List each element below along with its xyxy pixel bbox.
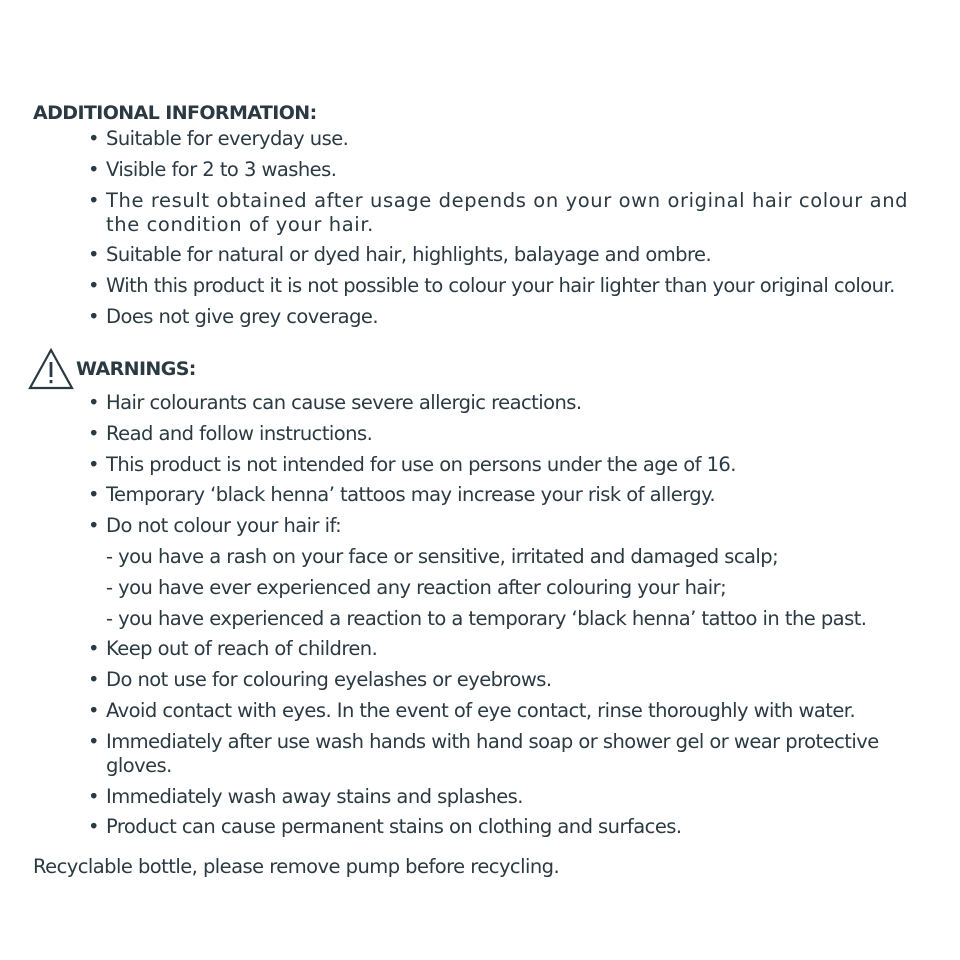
list-subitem: - you have a rash on your face or sensitive, irritated and damaged scalp; bbox=[106, 544, 779, 568]
list-item: • Hair colourants can cause severe allergic reactions. bbox=[88, 391, 943, 415]
list-item: • Do not colour your hair if: bbox=[88, 514, 943, 538]
list-item: • Immediately wash away stains and splashes. bbox=[88, 785, 943, 809]
list-subitem: - you have experienced a reaction to a temporary ‘black henna’ tattoo in the past. bbox=[106, 606, 867, 630]
list-item: • Visible for 2 to 3 washes. bbox=[88, 158, 943, 182]
list-item: • Do not use for colouring eyelashes or eyebrows. bbox=[88, 668, 943, 692]
warnings-list bbox=[33, 391, 943, 839]
list-item: • Temporary ‘black henna’ tattoos may increase your risk of allergy. bbox=[88, 483, 943, 507]
additional-information-heading: ADDITIONAL INFORMATION: bbox=[33, 102, 317, 124]
list-item: • Immediately after use wash hands with hand soap or shower gel or wear protective gloves. bbox=[88, 730, 943, 778]
recycling-note: Recyclable bottle, please remove pump before recycling. bbox=[33, 855, 560, 879]
list-item: • Suitable for everyday use. bbox=[88, 127, 943, 151]
list-item: • Keep out of reach of children. bbox=[88, 637, 943, 661]
list-item: • Read and follow instructions. bbox=[88, 422, 943, 446]
additional-information-list bbox=[33, 127, 943, 329]
warnings-header bbox=[28, 347, 943, 391]
product-info-document bbox=[33, 99, 943, 899]
warning-triangle-icon bbox=[28, 347, 74, 391]
list-item: • The result obtained after usage depends on your own original hair colour and the condition of your hair. bbox=[88, 189, 943, 237]
warnings-heading: WARNINGS: bbox=[76, 357, 196, 380]
list-subitem: - you have ever experienced any reaction after colouring your hair; bbox=[106, 575, 727, 599]
list-item: • Product can cause permanent stains on clothing and surfaces. bbox=[88, 815, 943, 839]
list-item: • Does not give grey coverage. bbox=[88, 305, 943, 329]
list-item: • This product is not intended for use on persons under the age of 16. bbox=[88, 453, 943, 477]
list-item: • Avoid contact with eyes. In the event of eye contact, rinse thoroughly with water. bbox=[88, 699, 943, 723]
list-item: • Suitable for natural or dyed hair, highlights, balayage and ombre. bbox=[88, 243, 943, 267]
list-item: • With this product it is not possible to colour your hair lighter than your original colour. bbox=[88, 274, 943, 298]
